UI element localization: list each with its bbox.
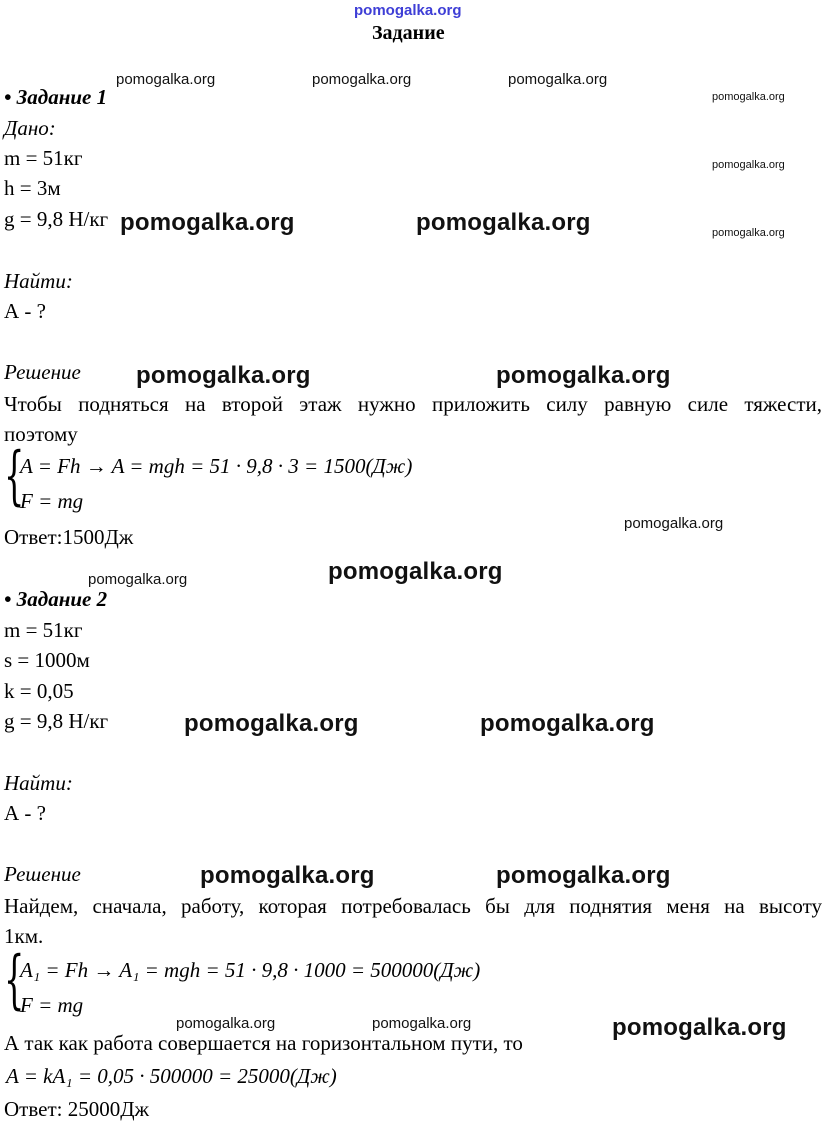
watermark: pomogalka.org bbox=[712, 227, 785, 239]
task1-heading: • Задание 1 bbox=[4, 85, 108, 109]
watermark: pomogalka.org bbox=[200, 862, 375, 889]
task2-formula-final: A = kA₁ = 0,05 · 500000 = 25000(Дж) bbox=[6, 1064, 337, 1088]
task2-solution-text-line1: Найдем, сначала, работу, которая потребовалась бы для поднятия меня на высоту bbox=[4, 894, 822, 918]
task2-system-brace: { bbox=[4, 943, 25, 1017]
task1-given-mass: m = 51кг bbox=[4, 146, 83, 170]
watermark: pomogalka.org bbox=[136, 362, 311, 389]
task1-given-label: Дано: bbox=[4, 116, 56, 140]
watermark: pomogalka.org bbox=[372, 1015, 472, 1032]
task1-find-label: Найти: bbox=[4, 269, 73, 293]
task2-given-mass: m = 51кг bbox=[4, 618, 83, 642]
task1-formula-line1: A = Fh → A = mgh = 51 · 9,8 · 3 = 1500(Дж) bbox=[20, 454, 413, 478]
task1-solution-label: Решение bbox=[4, 360, 81, 384]
watermark: pomogalka.org bbox=[712, 91, 785, 103]
watermark: pomogalka.org bbox=[624, 515, 724, 532]
watermark: pomogalka.org bbox=[120, 209, 295, 236]
task1-find-value: А - ? bbox=[4, 299, 46, 323]
watermark: pomogalka.org bbox=[328, 558, 503, 585]
task2-given-gravity: g = 9,8 Н/кг bbox=[4, 709, 109, 733]
task2-heading: • Задание 2 bbox=[4, 587, 108, 611]
watermark: pomogalka.org bbox=[184, 710, 359, 737]
task2-find-label: Найти: bbox=[4, 771, 73, 795]
watermark: pomogalka.org bbox=[88, 571, 188, 588]
watermark: pomogalka.org bbox=[496, 862, 671, 889]
watermark: pomogalka.org bbox=[508, 71, 608, 88]
task2-answer: Ответ: 25000Дж bbox=[4, 1097, 150, 1121]
task1-solution-text-line2: поэтому bbox=[4, 422, 78, 446]
task2-text-after: А так как работа совершается на горизонтальном пути, то bbox=[4, 1031, 523, 1055]
task1-given-height: h = 3м bbox=[4, 176, 61, 200]
watermark: pomogalka.org bbox=[116, 71, 216, 88]
watermark: pomogalka.org bbox=[612, 1014, 787, 1041]
watermark: pomogalka.org bbox=[416, 209, 591, 236]
task2-given-distance: s = 1000м bbox=[4, 648, 90, 672]
page-title: Задание bbox=[372, 22, 445, 44]
task1-solution-text-line1: Чтобы подняться на второй этаж нужно приложить силу равную силе тяжести, bbox=[4, 392, 822, 416]
task2-formula-line2: F = mg bbox=[20, 993, 84, 1017]
task1-given-gravity: g = 9,8 Н/кг bbox=[4, 207, 109, 231]
watermark: pomogalka.org bbox=[176, 1015, 276, 1032]
watermark: pomogalka.org bbox=[480, 710, 655, 737]
task2-formula-line1: A₁ = Fh → A₁ = mgh = 51 · 9,8 · 1000 = 500000(Дж) bbox=[20, 958, 481, 982]
task1-formula-line2: F = mg bbox=[20, 489, 84, 513]
task2-given-coefficient: k = 0,05 bbox=[4, 679, 74, 703]
watermark: pomogalka.org bbox=[712, 159, 785, 171]
task1-answer: Ответ:1500Дж bbox=[4, 525, 134, 549]
watermark: pomogalka.org bbox=[496, 362, 671, 389]
task1-system-brace: { bbox=[4, 439, 25, 513]
task2-find-value: А - ? bbox=[4, 801, 46, 825]
watermark: pomogalka.org bbox=[312, 71, 412, 88]
task2-solution-label: Решение bbox=[4, 862, 81, 886]
top-watermark: pomogalka.org bbox=[354, 2, 462, 19]
task2-solution-text-line2: 1км. bbox=[4, 924, 44, 948]
